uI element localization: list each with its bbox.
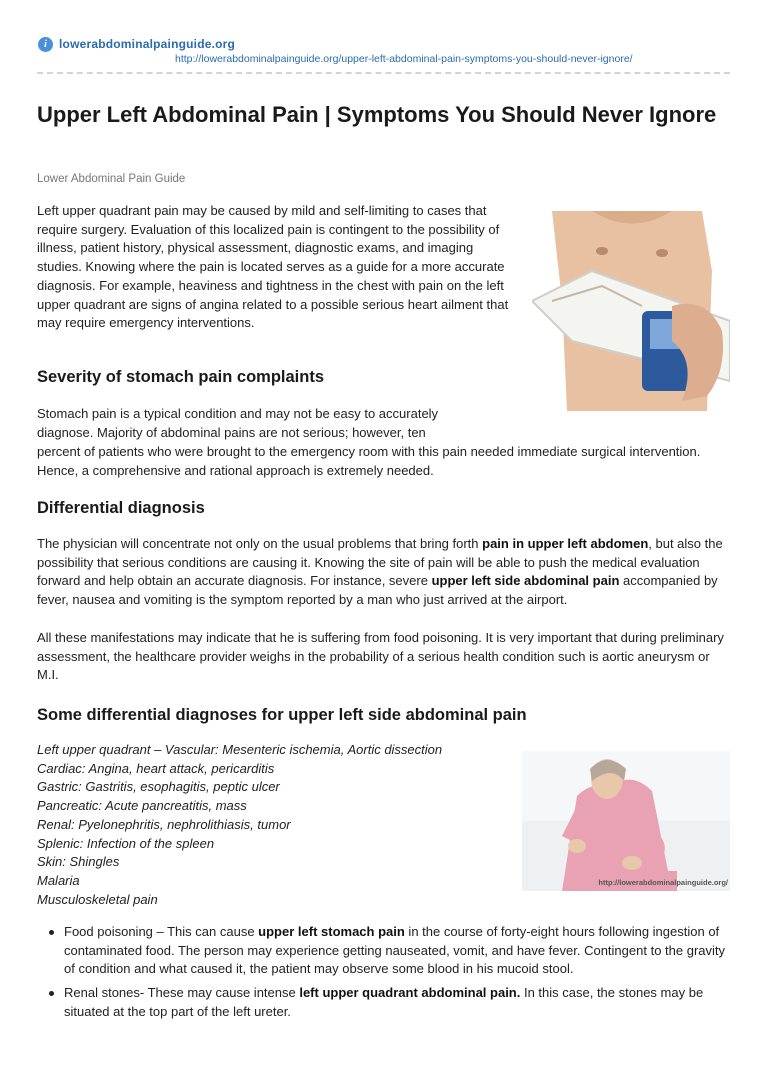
- diagnoses-list: [37, 741, 517, 909]
- page-title: Upper Left Abdominal Pain | Symptoms You Should Never Ignore: [37, 102, 717, 127]
- keyword-upper-left-stomach-pain: upper left stomach pain: [258, 924, 405, 939]
- ice-pack-illustration: [532, 211, 730, 411]
- severity-paragraph-rest: percent of patients who were brought to the emergency room with this pain needed immediate surgical intervention. Hence, a comprehensive and rational approach is extremely needed.: [37, 444, 701, 478]
- cause-bullet-list: [37, 923, 727, 1027]
- differential-heading: Differential diagnosis: [37, 499, 205, 517]
- woman-pain-photo: [522, 751, 730, 891]
- bullet-dot-icon: [49, 991, 54, 996]
- differential-paragraph-2: All these manifestations may indicate that he is suffering from food poisoning. It is very important that during preliminary assessment, the healthcare provider weighs in the probability of a serious health condition such is aortic aneurysm or M.I.: [37, 630, 724, 683]
- list-item: Food poisoning – This can cause upper left stomach pain in the course of forty-eight hours following ingestion of contaminated food. The person may experience getting nauseated, vomit, and have fever. Contingent to the gravity of condition and what caused it, the patient may observe some blood in his mucoid stool.: [37, 923, 727, 979]
- differential-paragraph-1: The physician will concentrate not only on the usual problems that bring forth pain in upper left abdomen, but also the possibility that serious conditions are causing it. Knowing the site of pain will be able to push the medical evaluation forward and help obtain an accurate diagnosis. For instance, severe upper left side abdominal pain accompanied by fever, nausea and vomiting is the symptom reported by a man who just arrived at the airport.: [37, 536, 723, 608]
- ice-pack-photo: [532, 211, 730, 411]
- list-item: Malaria: [37, 872, 80, 888]
- list-item: Renal stones- These may cause intense left upper quadrant abdominal pain. In this case, the stones may be situated at the top part of the left ureter.: [37, 984, 727, 1021]
- image-watermark-caption: http://lowerabdominalpainguide.org/: [598, 878, 728, 887]
- keyword-pain-upper-left-abdomen: pain in upper left abdomen: [482, 536, 649, 551]
- author-label: Lower Abdominal Pain Guide: [37, 173, 186, 185]
- severity-line-2: diagnose. Majority of abdominal pains are not serious; however, ten: [37, 425, 426, 440]
- diagnoses-heading: Some differential diagnoses for upper left side abdominal pain: [37, 706, 527, 724]
- article-url-link[interactable]: http://lowerabdominalpainguide.org/upper-left-abdominal-pain-symptoms-you-should-never-ignore/: [175, 53, 633, 65]
- woman-illustration: [522, 751, 730, 891]
- site-name-link[interactable]: lowerabdominalpainguide.org: [59, 37, 236, 51]
- info-icon: i: [38, 37, 53, 52]
- list-item: Cardiac: Angina, heart attack, pericarditis: [37, 760, 275, 776]
- list-item: Left upper quadrant – Vascular: Mesenteric ischemia, Aortic dissection: [37, 742, 443, 757]
- header-divider: [37, 72, 730, 74]
- list-item: Gastric: Gastritis, esophagitis, peptic ulcer: [37, 779, 280, 795]
- list-item: Pancreatic: Acute pancreatitis, mass: [37, 798, 247, 814]
- intro-paragraph: Left upper quadrant pain may be caused by mild and self-limiting to cases that require surgery. Evaluation of this localized pain is contingent to the possibility of illness, patient history, physical assessment, diagnostic exams, and imaging studies. Knowing where the pain is located serves as a guide for a more accurate diagnosis. For example, heaviness and tightness in the chest with pain on the left upper quadrant are signs of angina related to a possible serious heart ailment that may require emergency interventions.: [37, 203, 509, 331]
- list-item: Musculoskeletal pain: [37, 891, 158, 907]
- keyword-left-upper-quadrant-abdominal-pain: left upper quadrant abdominal pain.: [299, 985, 521, 1001]
- list-item: Skin: Shingles: [37, 854, 120, 870]
- bullet-dot-icon: [49, 930, 54, 935]
- severity-line-1: Stomach pain is a typical condition and may not be easy to accurately: [37, 406, 439, 421]
- list-item: Renal: Pyelonephritis, nephrolithiasis, tumor: [37, 816, 291, 832]
- keyword-upper-left-side-abdominal-pain: upper left side abdominal pain: [431, 573, 620, 589]
- severity-heading: Severity of stomach pain complaints: [37, 368, 324, 386]
- list-item: Splenic: Infection of the spleen: [37, 835, 215, 851]
